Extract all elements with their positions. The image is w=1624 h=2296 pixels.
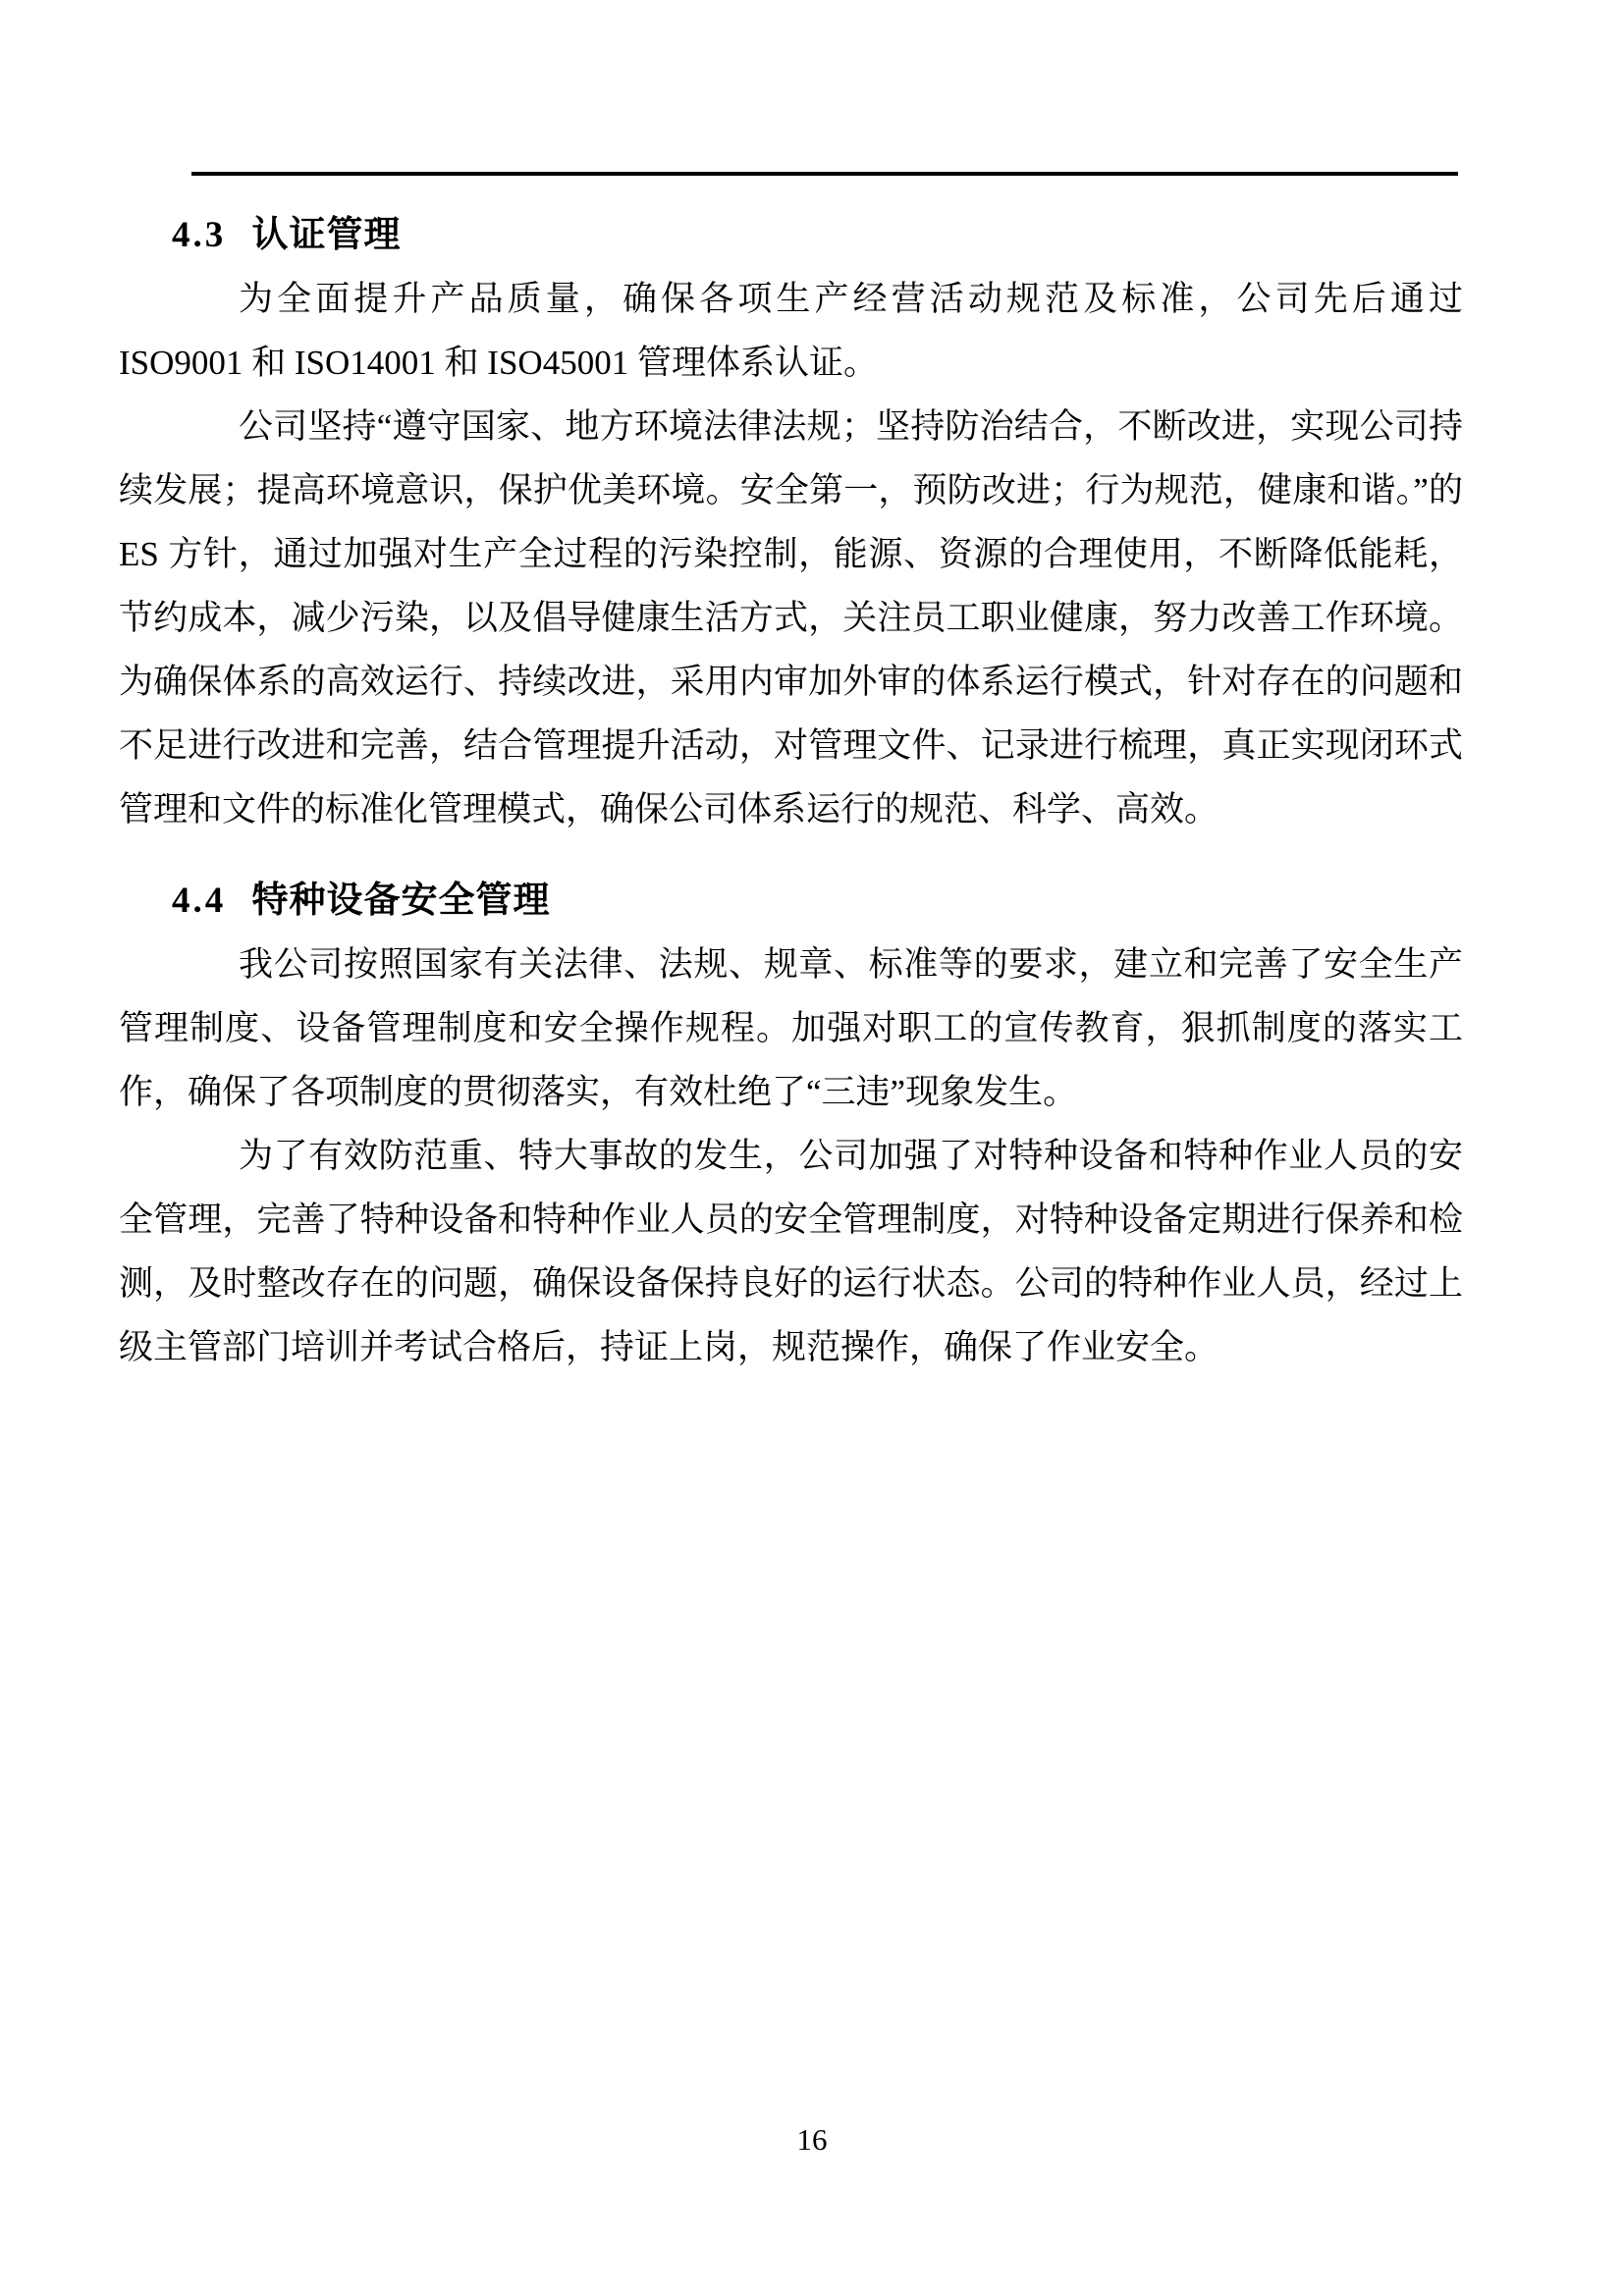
section-title: 认证管理 [251,215,402,255]
section-number: 4.3 [172,215,227,255]
paragraph: 为全面提升产品质量，确保各项生产经营活动规范及标准，公司先后通过 ISO9001 和 ISO14001 和 ISO45001 管理体系认证。 [119,280,1463,382]
section-number: 4.4 [172,881,227,921]
header-rule [191,172,1458,176]
section-special-equipment-safety [119,869,1463,1379]
section-title: 特种设备安全管理 [251,881,551,921]
section-certification-management [119,203,1463,841]
paragraph: 公司坚持“遵守国家、地方环境法律法规；坚持防治结合，不断改进，实现公司持续发展；提高环境意识，保护优美环境。安全第一，预防改进；行为规范，健康和谐。”的 ES 方针，通过加强对生产全过程的污染控制，能源、资源的合理使用，不断降低能耗，节约成本，减少污染，以及倡导健康生活方式，关注员工职业健康，努力改善工作环境。为确保体系的高效运行、持续改进，采用内审加外审的体系运行模式，针对存在的问题和不足进行改进和完善，结合管理提升活动，对管理文件、记录进行梳理，真正实现闭环式管理和文件的标准化管理模式，确保公司体系运行的规范、科学、高效。 [119,407,1463,828]
section-heading [119,203,1463,267]
page-number: 16 [796,2122,828,2157]
document-content [119,203,1463,1379]
paragraph: 我公司按照国家有关法律、法规、规章、标准等的要求，建立和完善了安全生产管理制度、设备管理制度和安全操作规程。加强对职工的宣传教育，狠抓制度的落实工作，确保了各项制度的贯彻落实，有效杜绝了“三违”现象发生。 [119,945,1463,1111]
paragraph: 为了有效防范重、特大事故的发生，公司加强了对特种设备和特种作业人员的安全管理，完善了特种设备和特种作业人员的安全管理制度，对特种设备定期进行保养和检测，及时整改存在的问题，确保设备保持良好的运行状态。公司的特种作业人员，经过上级主管部门培训并考试合格后，持证上岗，规范操作，确保了作业安全。 [119,1137,1463,1366]
section-heading [119,869,1463,933]
page-footer [0,2120,1624,2160]
